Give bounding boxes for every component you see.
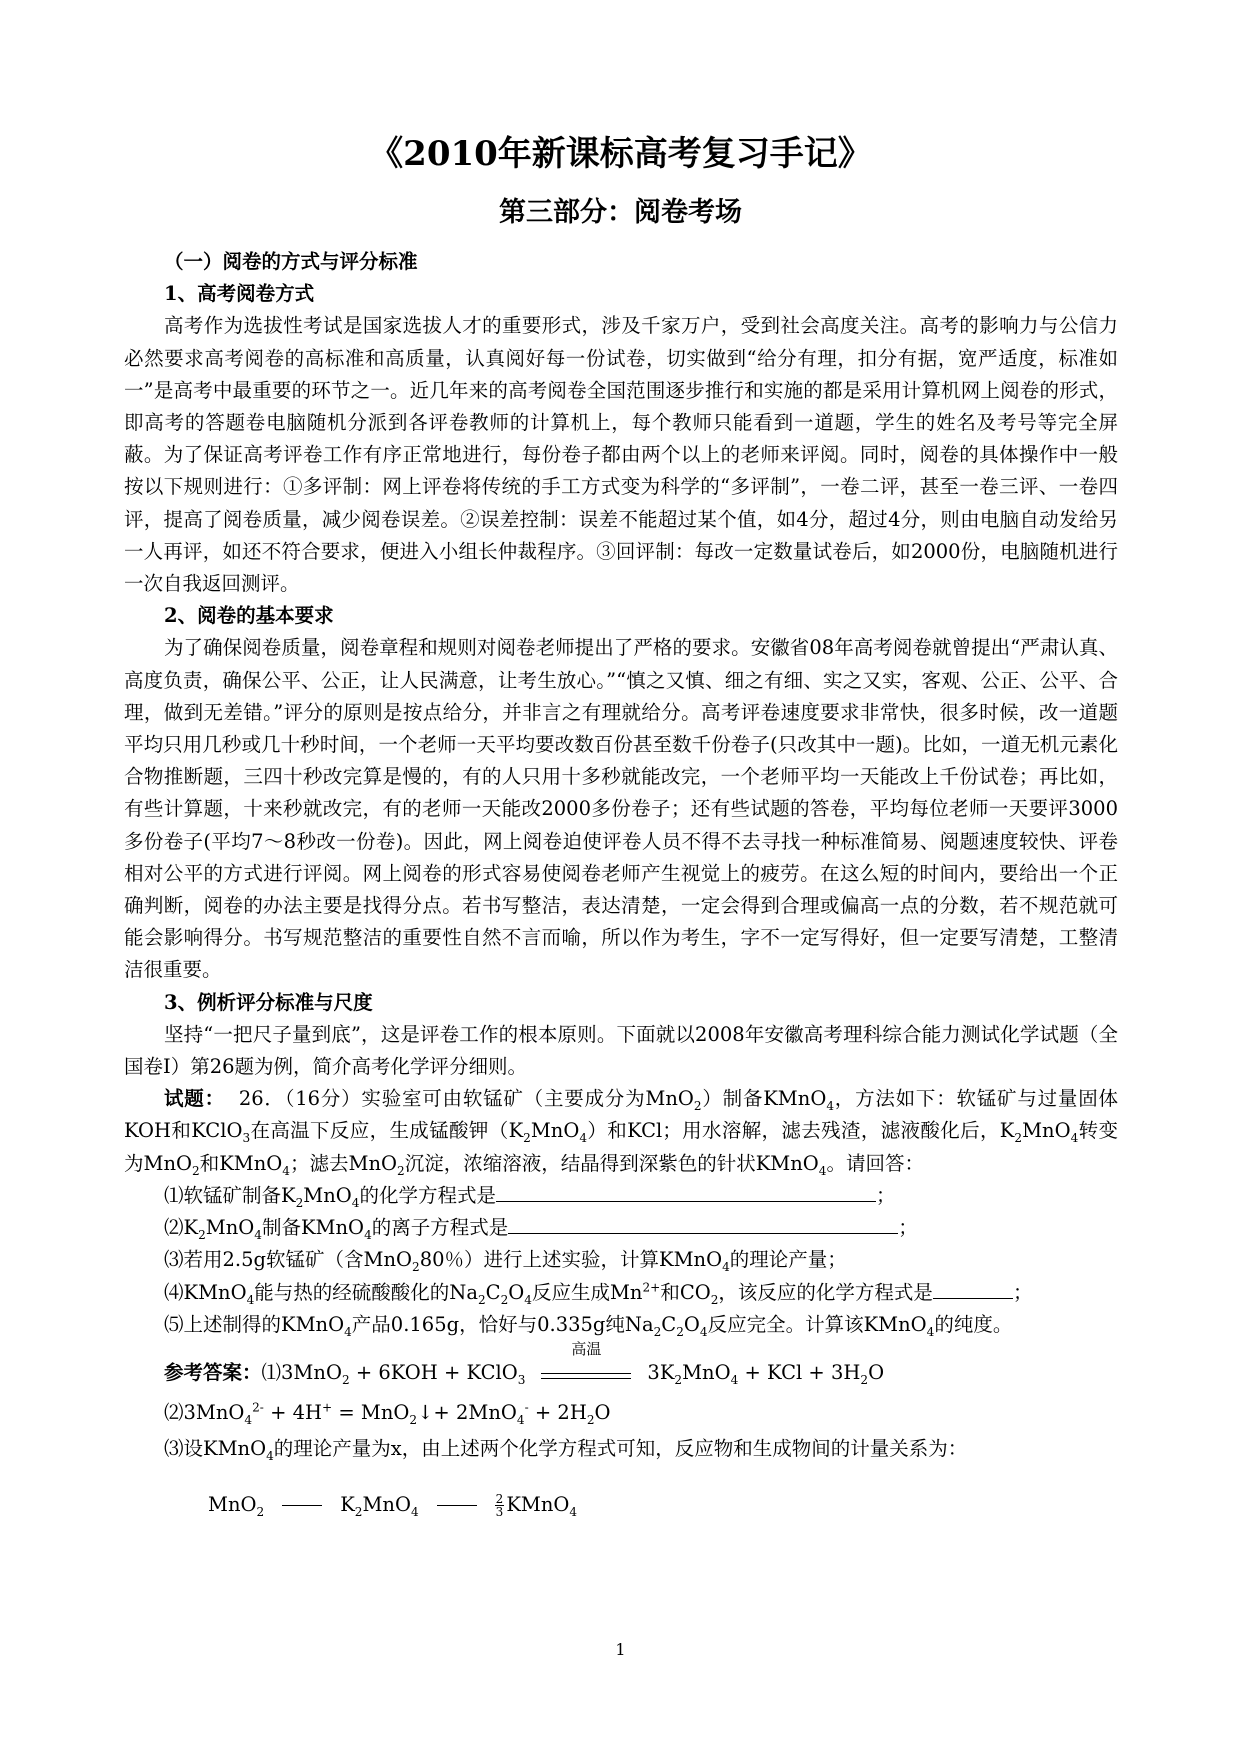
question-item-3: ⑶若用2.5g软锰矿（含MnO$_2$80％）进行上述实验，计算KMnO$_4$的理论产量； xyxy=(164,1248,847,1275)
question-item-4: ⑷KMnO$_4$能与热的经硫酸酸化的$Na_2C_2O_4$反应生成$Mn^{2+}$和$CO_2$，该反应的化学方程式是 ； xyxy=(124,1277,1118,1309)
document-title: 《2010年新课标高考复习手记》 xyxy=(369,134,872,174)
question-item-1: ⑴软锰矿制备$K_2MnO_4$的化学方程式是 ； xyxy=(124,1180,1118,1212)
paragraph-basic-requirements: 为了确保阅卷质量，阅卷章程和规则对阅卷老师提出了严格的要求。安徽省08年高考阅卷就曾提出“严肃认真、高度负责，确保公平、公正，让人民满意，让考生放心。”“慎之又慎、细之有细、实之又实，客观、公正、公平、合理，做到无差错。”评分的原则是按点给分，并非言之有理就给分。高考评卷速度要求非常快，很多时候，改一道题平均只用几秒或几十秒时间，一个老师一天平均要改数百份甚至数千份卷子(只改其中一题)。比如，一道无机元素化合物推断题，三四十秒改完算是慢的，有的人只用十多秒就能改完，一个老师平均一天能改上千份试卷；再比如，有些计算题，十来秒就改完，有的老师一天能改2000多份卷子；还有些试题的答卷，平均每位老师一天要评3000多份卷子(平均7～8秒改一份卷)。因此，网上阅卷迫使评卷人员不得不去寻找一种标准简易、阅题速度较快、评卷相对公平的方式进行评阅。网上阅卷的形式容易使阅卷老师产生视觉上的疲劳。在这么短的时间内，要给出一个正确判断，阅卷的办法主要是找得分点。若书写整洁，表达清楚，一定会得到合理或偏高一点的分数，若不规范就可能会影响得分。书写规范整洁的重要性自然不言而喻，所以作为考生，字不一定写得好，但一定要写清楚，工整清洁很重要。 xyxy=(124,636,1118,982)
question-item-5: ⑸上述制得的KMnO$_4$产品0.165g，恰好与0.335g纯$Na_2C_2O_4$反应完全。计算该KMnO$_4$的纯度。 xyxy=(164,1312,1013,1339)
question-stem: 试题： 26．（16分）实验室可由软锰矿（主要成分为MnO$_2$）制备KMnO$_4$，方法如下：软锰矿与过量固体KOH和KClO$_3$在高温下反应，生成锰酸钾$(K_2MnO_4)$和KCl；用水溶解，滤去残渣，滤液酸化后，$K_2MnO_4$转变为MnO$_2$和KMnO$_4$；滤去MnO$_2$沉淀，浓缩溶液，结晶得到深紫色的针状KMnO$_4$。请回答： xyxy=(124,1087,1118,1178)
paragraph-marking-method: 高考作为选拔性考试是国家选拔人才的重要形式，涉及千家万户，受到社会高度关注。高考的影响力与公信力必然要求高考阅卷的高标准和高质量，认真阅好每一份试卷，切实做到“给分有理，扣分有据，宽严适度，标准如一”是高考中最重要的环节之一。近几年来的高考阅卷全国范围逐步推行和实施的都是采用计算机网上阅卷的形式，即高考的答题卷电脑随机分派到各评卷教师的计算机上，每个教师只能看到一道题，学生的姓名及考号等完全屏蔽。为了保证高考评卷工作有序正常地进行，每份卷子都由两个以上的老师来评阅。同时，阅卷的具体操作中一般按以下规则进行：①多评制：网上评卷将传统的手工方式变为科学的“多评制”，一卷二评，甚至一卷三评、一卷四评，提高了阅卷质量，减少阅卷误差。②误差控制：误差不能超过某个值，如4分，超过4分，则由电脑自动发给另一人再评，如还不符合要求，便进入小组长仲裁程序。③回评制：每改一定数量试卷后，如2000份，电脑随机进行一次自我返回测评。 xyxy=(124,314,1118,596)
stoichiometric-relation: MnO$_2$ $K_2MnO_4$ $\frac{2}{3}$ KMnO$_4$ xyxy=(208,1491,578,1519)
paragraph-scoring-standard: 坚持“一把尺子量到底”，这是评卷工作的根本原则。下面就以2008年安徽高考理科综合能力测试化学试题（全国卷Ⅰ）第26题为例，简介高考化学评分细则。 xyxy=(124,1022,1118,1079)
answer-blank[interactable] xyxy=(508,1213,898,1234)
question-item-2: $⑵K_2MnO_4$制备KMnO$_4$的离子方程式是 ； xyxy=(124,1212,1118,1244)
relation-dash xyxy=(282,1505,322,1506)
subsection-heading-2: 2、阅卷的基本要求 xyxy=(164,604,334,628)
answer-blank[interactable] xyxy=(496,1181,876,1202)
relation-dash xyxy=(437,1505,477,1506)
subsection-heading-1: 1、高考阅卷方式 xyxy=(164,282,315,306)
fraction-two-thirds: $\frac{2}{3}$ xyxy=(495,1491,504,1519)
answer-equation-1: 参考答案：⑴3MnO$_2$ + 6KOH + KClO$_3$ 高温 $3K_2MnO_4$ + KCl + $3H_2O$ xyxy=(164,1339,885,1387)
page-number: 1 xyxy=(615,1640,626,1659)
answer-label: 参考答案： xyxy=(164,1360,262,1384)
document-body xyxy=(124,246,1118,1525)
question-label: 试题： xyxy=(164,1087,225,1111)
answer-equation-2: ⑵3MnO$_4^{2-}$ + 4H+ = MnO$_2$↓+ $2MnO_4^- + 2H_2O$ xyxy=(164,1400,611,1427)
reaction-condition-arrow: 高温 xyxy=(541,1365,631,1379)
section-heading: （一）阅卷的方式与评分标准 xyxy=(164,250,418,273)
answer-blank[interactable] xyxy=(933,1278,1013,1299)
subsection-heading-3: 3、例析评分标准与尺度 xyxy=(164,990,373,1014)
answer-item-3: ⑶设KMnO$_4$的理论产量为x，由上述两个化学方程式可知，反应物和生成物间的计量关系为： xyxy=(164,1436,968,1463)
part-title: 第三部分：阅卷考场 xyxy=(499,197,742,228)
